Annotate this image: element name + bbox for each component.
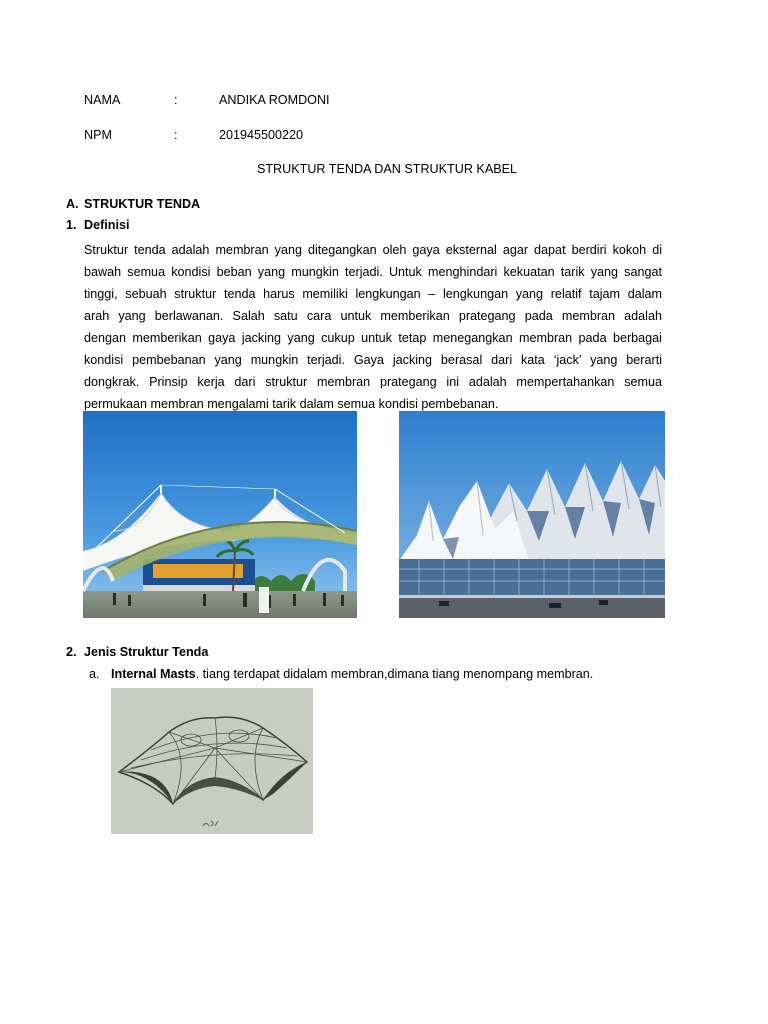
item-2-heading: Jenis Struktur Tenda <box>84 645 209 659</box>
paragraph-line: bawah semua kondisi beban yang mungkin terjadi. Untuk menghindari kekuatan tarik yang sangat <box>84 265 662 279</box>
item-1-heading: Definisi <box>84 218 130 232</box>
paragraph-line: dengan memberikan gaya jacking yang cukup untuk tetap menegangkan membran pada berbagai <box>84 331 662 345</box>
paragraph-line: Struktur tenda adalah membran yang ditegangkan oleh gaya eksternal agar dapat berdiri kokoh di <box>84 243 662 257</box>
sub-a-text <box>111 666 593 682</box>
paragraph-line: permukaan membran mengalami tarik dalam semua kondisi pembebanan. <box>84 397 499 411</box>
item-2-marker: 2. <box>66 645 77 659</box>
definition-paragraph <box>84 239 662 415</box>
paragraph-line: tinggi, sebuah struktur tenda harus memiliki lengkungan – lengkungan yang relatif tajam dalam <box>84 287 662 301</box>
npm-value: 201945500220 <box>219 128 304 142</box>
npm-colon: : <box>174 128 178 142</box>
airport-tent-roof-photo <box>399 411 665 618</box>
sub-a-marker: a. <box>89 667 100 681</box>
paragraph-line: kondisi pembebanan yang mungkin terjadi. Gaya jacking berasal dari kata ‘jack’ yang berarti <box>84 353 662 367</box>
internal-masts-sketch <box>111 688 313 834</box>
internal-masts-description: . tiang terdapat didalam membran,dimana tiang menompang membran. <box>195 667 594 681</box>
paragraph-line: dongkrak. Prinsip kerja dari struktur membran prategang ini adalah mempertahankan semua <box>84 375 662 389</box>
section-a-heading: STRUKTUR TENDA <box>84 197 201 211</box>
tent-canopy-photo <box>83 411 357 618</box>
name-value: ANDIKA ROMDONI <box>219 93 330 107</box>
section-a-marker: A. <box>66 197 79 211</box>
internal-masts-term: Internal Masts <box>111 667 196 681</box>
name-colon: : <box>174 93 178 107</box>
npm-label: NPM <box>84 128 112 142</box>
name-label: NAMA <box>84 93 121 107</box>
document-title: STRUKTUR TENDA DAN STRUKTUR KABEL <box>256 162 518 176</box>
paragraph-line: arah yang berlawanan. Salah satu cara untuk memberikan prategang pada membran adalah <box>84 309 662 323</box>
item-1-marker: 1. <box>66 218 77 232</box>
